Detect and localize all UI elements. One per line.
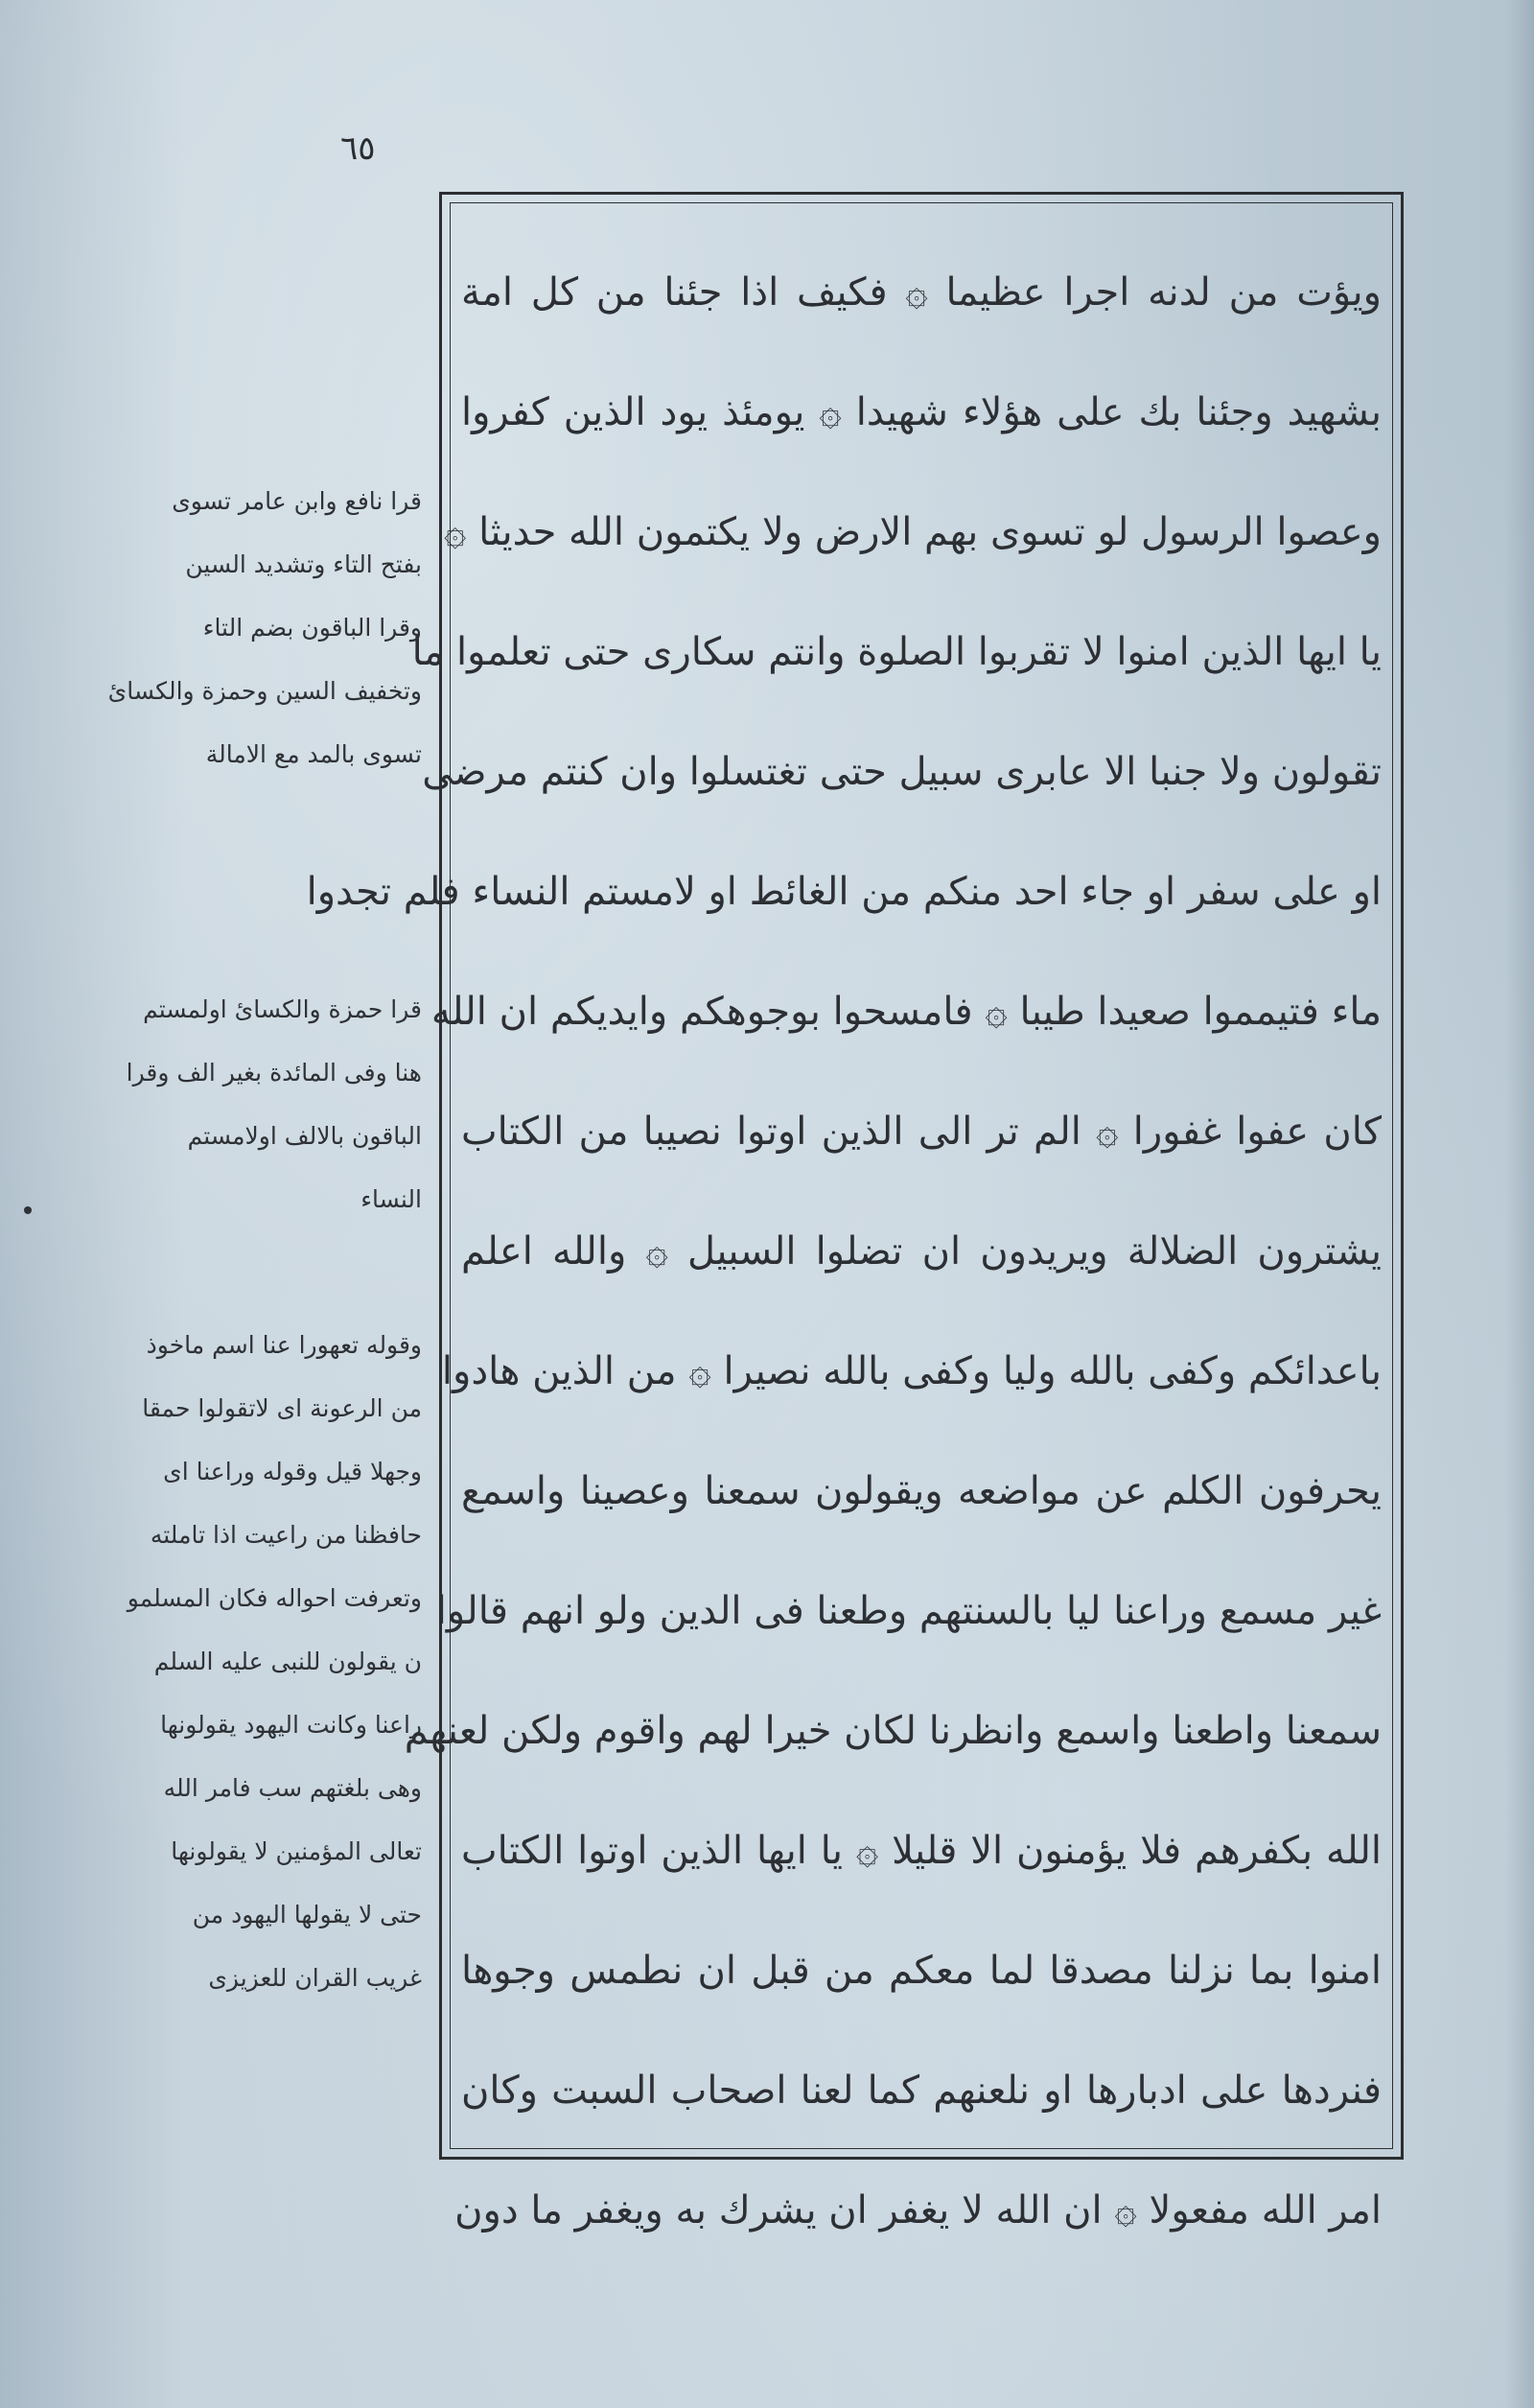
main-text-line: ويؤت من لدنه اجرا عظيما ۞ فكيف اذا جئنا من كل امة <box>461 270 1382 315</box>
margin-note-line: وقوله تعهورا عنا اسم ماخوذ <box>146 1331 422 1359</box>
main-text-line: بشهيد وجئنا بك على هؤلاء شهيدا ۞ يومئذ يود الذين كفروا <box>461 390 1382 434</box>
margin-note-line: حافظنا من راعيت اذا تاملته <box>150 1521 422 1549</box>
margin-note-qiraat-lamastum <box>96 978 422 1231</box>
main-text-line: يشترون الضلالة ويريدون ان تضلوا السبيل ۞ والله اعلم <box>461 1229 1382 1274</box>
main-text-line: يحرفون الكلم عن مواضعه ويقولون سمعنا وعصينا واسمع <box>461 1469 1382 1513</box>
margin-note-line: من الرعونة اى لاتقولوا حمقا <box>142 1394 422 1422</box>
main-text-line: وعصوا الرسول لو تسوى بهم الارض ولا يكتمون الله حديثا ۞ <box>444 510 1382 554</box>
main-text-line: او على سفر او جاء احد منكم من الغائط او لامستم النساء فلم تجدوا <box>306 870 1382 914</box>
main-text-line: تقولون ولا جنبا الا عابرى سبيل حتى تغتسلوا وان كنتم مرضى <box>422 750 1382 794</box>
margin-note-line: تعالى المؤمنين لا يقولونها <box>171 1837 422 1865</box>
margin-note-line: وجهلا قيل وقوله وراعنا اى <box>163 1458 422 1485</box>
margin-note-raina <box>96 1314 422 2010</box>
main-text-line: غير مسمع وراعنا ليا بالسنتهم وطعنا فى الدين ولو انهم قالوا <box>435 1589 1382 1633</box>
margin-note-line: غريب القران للعزيزى <box>208 1964 422 1992</box>
main-text-line: فنردها على ادبارها او نلعنهم كما لعنا اصحاب السبت وكان <box>461 2069 1382 2113</box>
ink-blot <box>24 1206 32 1214</box>
main-text-line: سمعنا واطعنا واسمع وانظرنا لكان خيرا لهم واقوم ولكن لعنهم <box>404 1709 1382 1753</box>
page-edge-shadow <box>1505 0 1534 2408</box>
margin-note-line: هنا وفى المائدة بغير الف وقرا <box>126 1059 422 1087</box>
main-text-line: الله بكفرهم فلا يؤمنون الا قليلا ۞ يا ايها الذين اوتوا الكتاب <box>461 1829 1382 1873</box>
main-text-line: امر الله مفعولا ۞ ان الله لا يغفر ان يشرك به ويغفر ما دون <box>454 2188 1382 2233</box>
margin-note-line: تسوى بالمد مع الامالة <box>205 740 422 768</box>
main-text-line: ماء فتيمموا صعيدا طيبا ۞ فامسحوا بوجوهكم وايديكم ان الله <box>430 990 1382 1034</box>
margin-note-line: وتخفيف السين وحمزة والكسائ <box>107 677 422 705</box>
margin-note-line: حتى لا يقولها اليهود من <box>192 1901 422 1929</box>
margin-note-line: وتعرفت احواله فكان المسلمو <box>127 1584 422 1612</box>
margin-note-line: بفتح التاء وتشديد السين <box>185 550 422 578</box>
margin-note-line: قرا حمزة والكسائ اولمستم <box>143 995 422 1023</box>
main-text-line: كان عفوا غفورا ۞ الم تر الى الذين اوتوا نصيبا من الكتاب <box>461 1110 1382 1154</box>
main-text-line: باعدائكم وكفى بالله وليا وكفى بالله نصيرا ۞ من الذين هادوا <box>441 1349 1382 1393</box>
margin-note-line: الباقون بالالف اولامستم <box>187 1122 422 1150</box>
margin-note-line: وهى بلغتهم سب فامر الله <box>163 1774 422 1802</box>
margin-note-line: راعنا وكانت اليهود يقولونها <box>160 1711 422 1739</box>
margin-note-qiraat-tusawwa <box>96 470 422 786</box>
margin-note-line: قرا نافع وابن عامر تسوى <box>172 487 422 515</box>
margin-note-line: النساء <box>360 1185 422 1213</box>
margin-note-line: ن يقولون للنبى عليه السلم <box>153 1648 422 1675</box>
page-number: ٦٥ <box>340 129 376 168</box>
margin-note-line: وقرا الباقون بضم التاء <box>202 614 422 642</box>
main-text-line: امنوا بما نزلنا مصدقا لما معكم من قبل ان نطمس وجوها <box>461 1949 1382 1993</box>
main-text-line: يا ايها الذين امنوا لا تقربوا الصلوة وانتم سكارى حتى تعلموا ما <box>411 630 1382 674</box>
